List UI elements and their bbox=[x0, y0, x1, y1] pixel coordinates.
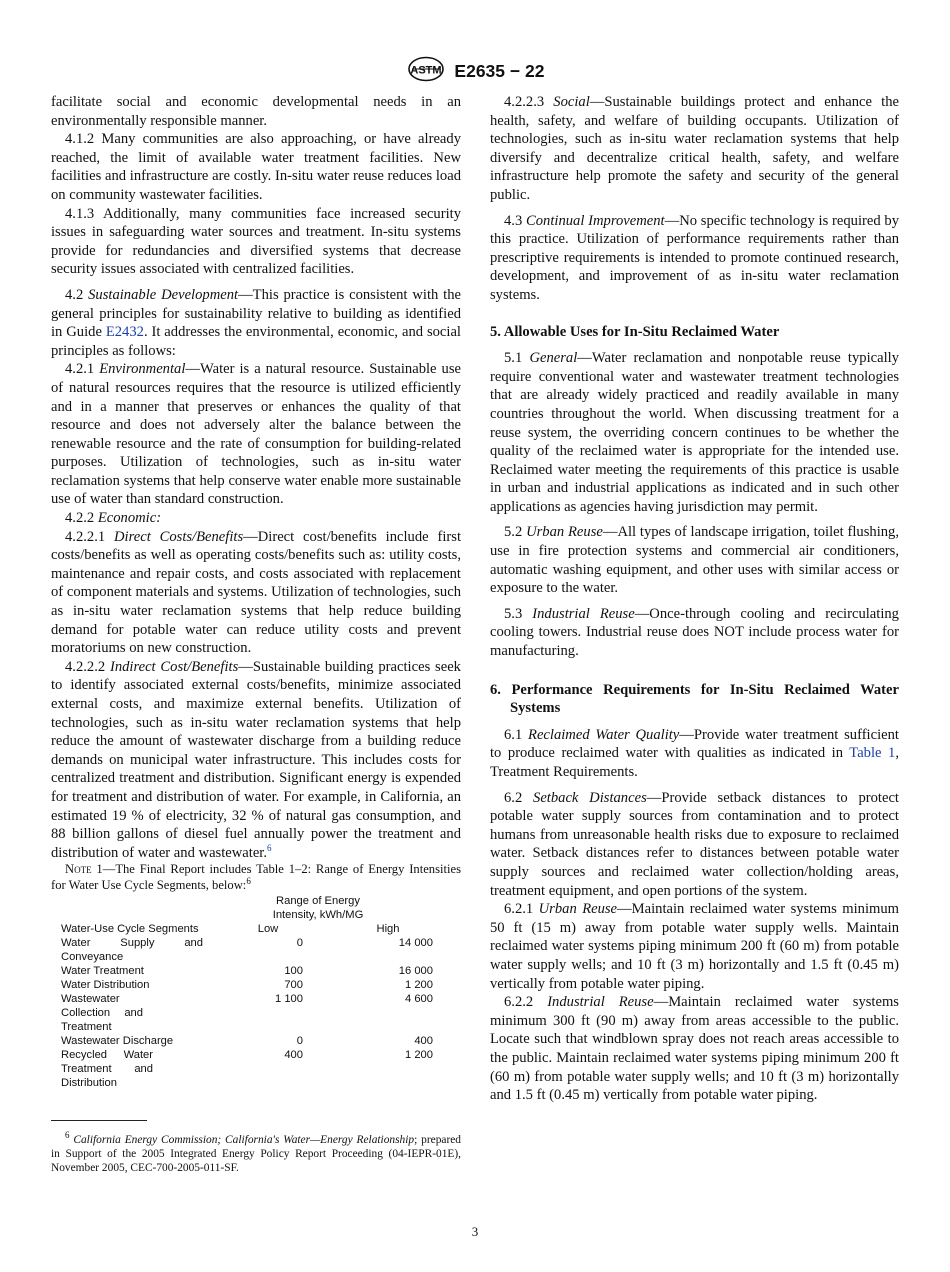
paragraph-4-2-2-3 bbox=[490, 93, 899, 205]
column-header-high: High bbox=[376, 922, 400, 935]
table-row bbox=[61, 964, 433, 978]
segment-cell: Water Supply and Conveyance bbox=[61, 936, 203, 963]
section-title: Economic: bbox=[97, 510, 162, 527]
high-cell: 400 bbox=[414, 1034, 433, 1047]
section-title: Industrial Reuse bbox=[532, 605, 635, 622]
high-cell: 1 200 bbox=[405, 1048, 433, 1061]
paragraph-6-2 bbox=[490, 789, 899, 901]
table-row bbox=[61, 992, 433, 1034]
standard-code: E2635 − 22 bbox=[454, 61, 545, 81]
paragraph-6-1 bbox=[490, 726, 899, 782]
low-cell: 0 bbox=[296, 936, 303, 949]
section-number: 5.2 bbox=[504, 524, 523, 541]
paragraph: facilitate social and economic developmental needs in an environmentally responsible manner. bbox=[51, 94, 461, 129]
section-title: Indirect Cost/Benefits bbox=[109, 658, 239, 675]
text-run: —No specific technology is required by this practice. Utilization of performance requirements rather than prescriptive requirements is intended to promote continued research, development, and improvement of as in-situ water reclamation systems. bbox=[490, 212, 899, 303]
note-label: Note 1 bbox=[65, 862, 103, 877]
section-title: Industrial Reuse bbox=[547, 994, 654, 1011]
section-title: Reclaimed Water Quality bbox=[528, 726, 680, 743]
paragraph-5-3 bbox=[490, 605, 899, 661]
section-number: 4.2.2.1 bbox=[65, 528, 106, 545]
paragraph-4-2-2 bbox=[51, 509, 461, 528]
text-run: —Once-through cooling and recirculating cooling towers. Industrial reuse does NOT include process water for manufacturing. bbox=[490, 605, 899, 660]
footnote-marker: 6 bbox=[65, 1129, 70, 1140]
high-cell: 16 000 bbox=[398, 964, 433, 977]
text-run: —The Final Report includes Table 1–2: Range of Energy Intensities for Water Use Cycle Segments, below: bbox=[51, 862, 461, 892]
column-header-segment: Water-Use Cycle Segments bbox=[61, 922, 199, 935]
high-cell: 14 000 bbox=[398, 936, 433, 949]
table-1-link[interactable]: Table 1 bbox=[849, 745, 896, 762]
section-number: 6.2.2 bbox=[504, 994, 534, 1011]
text-run: , Treatment Requirements. bbox=[490, 745, 899, 780]
range-header-line2: Intensity, kWh/MG bbox=[272, 908, 364, 921]
section-title: Sustainable Development bbox=[88, 286, 239, 303]
paragraph-4-2-2-1 bbox=[51, 528, 461, 658]
paragraph-4-3 bbox=[490, 212, 899, 305]
text-run: —Sustainable buildings protect and enhance the health, safety, and welfare of building occupants. Utilization of technologies, such as in-situ water reclamation systems that help diversify and decentralize critical health, safety, and welfare infrastructure help promote the safety and security of the general public. bbox=[490, 94, 899, 203]
text-run: —This practice is consistent with the general principles for sustainability relative to building as identified in Guide bbox=[51, 286, 461, 341]
low-cell: 0 bbox=[296, 1034, 303, 1047]
astm-logo-icon bbox=[406, 56, 446, 87]
text-run: . It addresses the environmental, economic, and social principles as follows: bbox=[51, 324, 461, 359]
low-cell: 1 100 bbox=[275, 992, 303, 1005]
paragraph-5-1 bbox=[490, 349, 899, 516]
section-number: 4.2.2 bbox=[65, 510, 95, 527]
paragraph-4-2-2-2 bbox=[51, 658, 461, 863]
paragraph-4-1-2: 4.1.2 Many communities are also approaching, or have already reached, the limit of available water treatment facilities. New facilities and infrastructure are costly. In-situ water reuse reduces load on community wastewater facilities. bbox=[51, 131, 461, 203]
page-header bbox=[0, 56, 950, 87]
segment-cell: Water Distribution bbox=[61, 978, 150, 991]
footnote-ref-6[interactable]: 6 bbox=[267, 842, 272, 853]
paragraph-5-2 bbox=[490, 523, 899, 597]
section-number: 4.2 bbox=[65, 286, 84, 303]
text-run: ; prepared in Support of the 2005 Integrated Energy Policy Report Proceeding (04-IEPR-01E), November 2005, CEC-700-2005-011-SF. bbox=[51, 1133, 461, 1174]
range-header-line1: Range of Energy bbox=[276, 894, 360, 907]
table-row bbox=[61, 978, 433, 992]
footnote-divider bbox=[51, 1120, 147, 1121]
segment-cell: Wastewater Discharge bbox=[61, 1034, 174, 1047]
section-title: Social bbox=[553, 94, 590, 110]
paragraph-6-2-1 bbox=[490, 900, 899, 993]
paragraph-4-2 bbox=[51, 286, 461, 360]
text-run: —Direct cost/benefits include first costs/benefits as well as operating costs/benefits such as: utility costs, maintenance and repair costs, and costs associated with replacement of component materials and systems. Utilization of technologies, such as in-situ water reclamation systems that help reduce building demand for potable water can reduce utility costs and prevent moratoriums on new construction. bbox=[51, 528, 462, 657]
section-number: 4.2.2.3 bbox=[504, 94, 545, 110]
text-run: —Water is a natural resource. Sustainable use of natural resources requires that the resource is utilized efficiently and in a manner that preserves or enhances the quality of that resource and does not adversely alter the balance between the renewable resource and the rate of consumption for building-related purposes. Utilization of technologies, such as in-situ water reclamation systems that help conserve water enable more sustainable use of water than standard construction. bbox=[51, 361, 461, 508]
paragraph-6-2-2 bbox=[490, 993, 899, 1105]
text-run: —Provide setback distances to protect potable water supply sources from contamination and to protect humans from unreasonable health risks due to exposure to reclaimed water. Setback distances refer to distances between potable water supply sources and reclaimed water collection/holding areas, treatment equipment, and open portions of the system. bbox=[490, 789, 899, 899]
text-run: —Maintain reclaimed water systems minimum 300 ft (90 m) away from areas accessible to the public. Locate such that windblown spray does not reach areas accessible to the public. Maintain reclaimed water systems piping minimum 200 ft (60 m) from potable water supply wells; and 10 ft (3 m) horizontally and 1.5 ft (0.45 m) vertically from potable water piping. bbox=[490, 994, 899, 1104]
section-number: 4.3 bbox=[504, 212, 523, 229]
section-title: Setback Distances bbox=[533, 789, 647, 806]
low-cell: 100 bbox=[284, 964, 303, 977]
column-header-low: Low bbox=[257, 922, 279, 935]
section-title: General bbox=[529, 350, 578, 367]
section-number: 5.1 bbox=[504, 350, 523, 367]
guide-e2432-link[interactable]: E2432 bbox=[105, 324, 144, 341]
section-number: 6.2 bbox=[504, 789, 523, 806]
high-cell: 1 200 bbox=[405, 978, 433, 991]
section-title: Direct Costs/Benefits bbox=[114, 528, 244, 545]
table-row bbox=[61, 1034, 433, 1048]
section-number: 4.2.2.2 bbox=[65, 658, 106, 675]
range-header bbox=[203, 894, 433, 922]
energy-intensity-table bbox=[61, 894, 433, 1090]
left-column bbox=[51, 93, 461, 1175]
text-run: —Water reclamation and nonpotable reuse typically require conventional water and wastewater treatment technologies that are already widely practiced and readily available in many countries throughout the world. When discussing treatment for a reuse system, the overriding concern continues to be whether the quality of the reclaimed water is appropriate for the intended use. Reclaimed water meeting the requirements of this practice is usable in urban and industrial applications as indicated and in such other applications as agencies having jurisdiction may permit. bbox=[490, 350, 899, 515]
segment-cell: Wastewater Collection and Treatment bbox=[61, 992, 143, 1033]
table-header-row bbox=[61, 894, 433, 922]
table-row bbox=[61, 1048, 433, 1090]
high-cell: 4 600 bbox=[405, 992, 433, 1005]
section-number: 6.1 bbox=[504, 726, 523, 743]
text-run: —Provide water treatment sufficient to produce reclaimed water with qualities as indicated in bbox=[490, 726, 899, 762]
section-heading-6: 6. Performance Requirements for In-Situ Reclaimed Water Systems bbox=[490, 681, 899, 717]
text-run: —Sustainable building practices seek to identify associated external costs/benefits, minimize associated external costs, and maximize external benefits. Utilization of technologies, such as in-situ water reclamation systems that help reduce the amount of wastewater discharge from a building reduce demands on municipal water infrastructure. This includes costs for centralized treatment and distribution. Significant energy is expended for treatment and distribution of water. For example, in California, an estimated 19 % of electricity, 32 % of natural gas consumption, and 88 billion gallons of diesel fuel annually power the treatment and distribution of water and wastewater. bbox=[51, 658, 461, 861]
section-title: Urban Reuse bbox=[526, 524, 603, 541]
section-number: 5.3 bbox=[504, 605, 523, 622]
section-title: Continual Improvement bbox=[526, 212, 665, 229]
section-heading-5: 5. Allowable Uses for In-Situ Reclaimed Water bbox=[490, 323, 780, 340]
low-cell: 700 bbox=[284, 978, 303, 991]
section-title: Urban Reuse bbox=[538, 901, 618, 918]
footnote-ref: 6 bbox=[246, 875, 251, 886]
note-1 bbox=[51, 862, 461, 893]
table-cell bbox=[61, 894, 203, 922]
text-run: —All types of landscape irrigation, toilet flushing, use in fire protection systems and commercial air conditioners, automatic washing equipment, and other uses with similar access or exposure to the water. bbox=[490, 524, 899, 597]
section-title: Environmental bbox=[99, 361, 186, 378]
text-run: —Maintain reclaimed water systems minimum 50 ft (15 m) away from potable water supply wells. Maintain reclaimed water systems piping minimum 200 ft (60 m) from potable water supply wells; and 10 ft (3 m) horizontally and 1.5 ft (0.45 m) vertically from potable water piping. bbox=[490, 901, 900, 992]
page-number: 3 bbox=[471, 1224, 479, 1239]
paragraph-4-2-1 bbox=[51, 360, 461, 509]
segment-cell: Water Treatment bbox=[61, 964, 144, 977]
segment-cell: Recycled Water Treatment and Distribution bbox=[61, 1048, 153, 1089]
paragraph-4-1-3: 4.1.3 Additionally, many communities face increased security issues in safeguarding water sources and treatment. In-situ systems provide for redundancies and diversified systems that decrease security issues associated with centralized facilities. bbox=[51, 205, 461, 278]
table-row bbox=[61, 936, 433, 964]
footnote-title: California Energy Commission; California's Water—Energy Relationship bbox=[73, 1133, 415, 1146]
right-column bbox=[490, 93, 899, 1105]
low-cell: 400 bbox=[284, 1048, 303, 1061]
section-number: 6.2.1 bbox=[504, 901, 534, 918]
section-number: 4.2.1 bbox=[65, 361, 95, 378]
svg-text:ASTM: ASTM bbox=[409, 64, 442, 77]
table-header-row bbox=[61, 922, 433, 936]
footnote-6 bbox=[51, 1129, 461, 1176]
